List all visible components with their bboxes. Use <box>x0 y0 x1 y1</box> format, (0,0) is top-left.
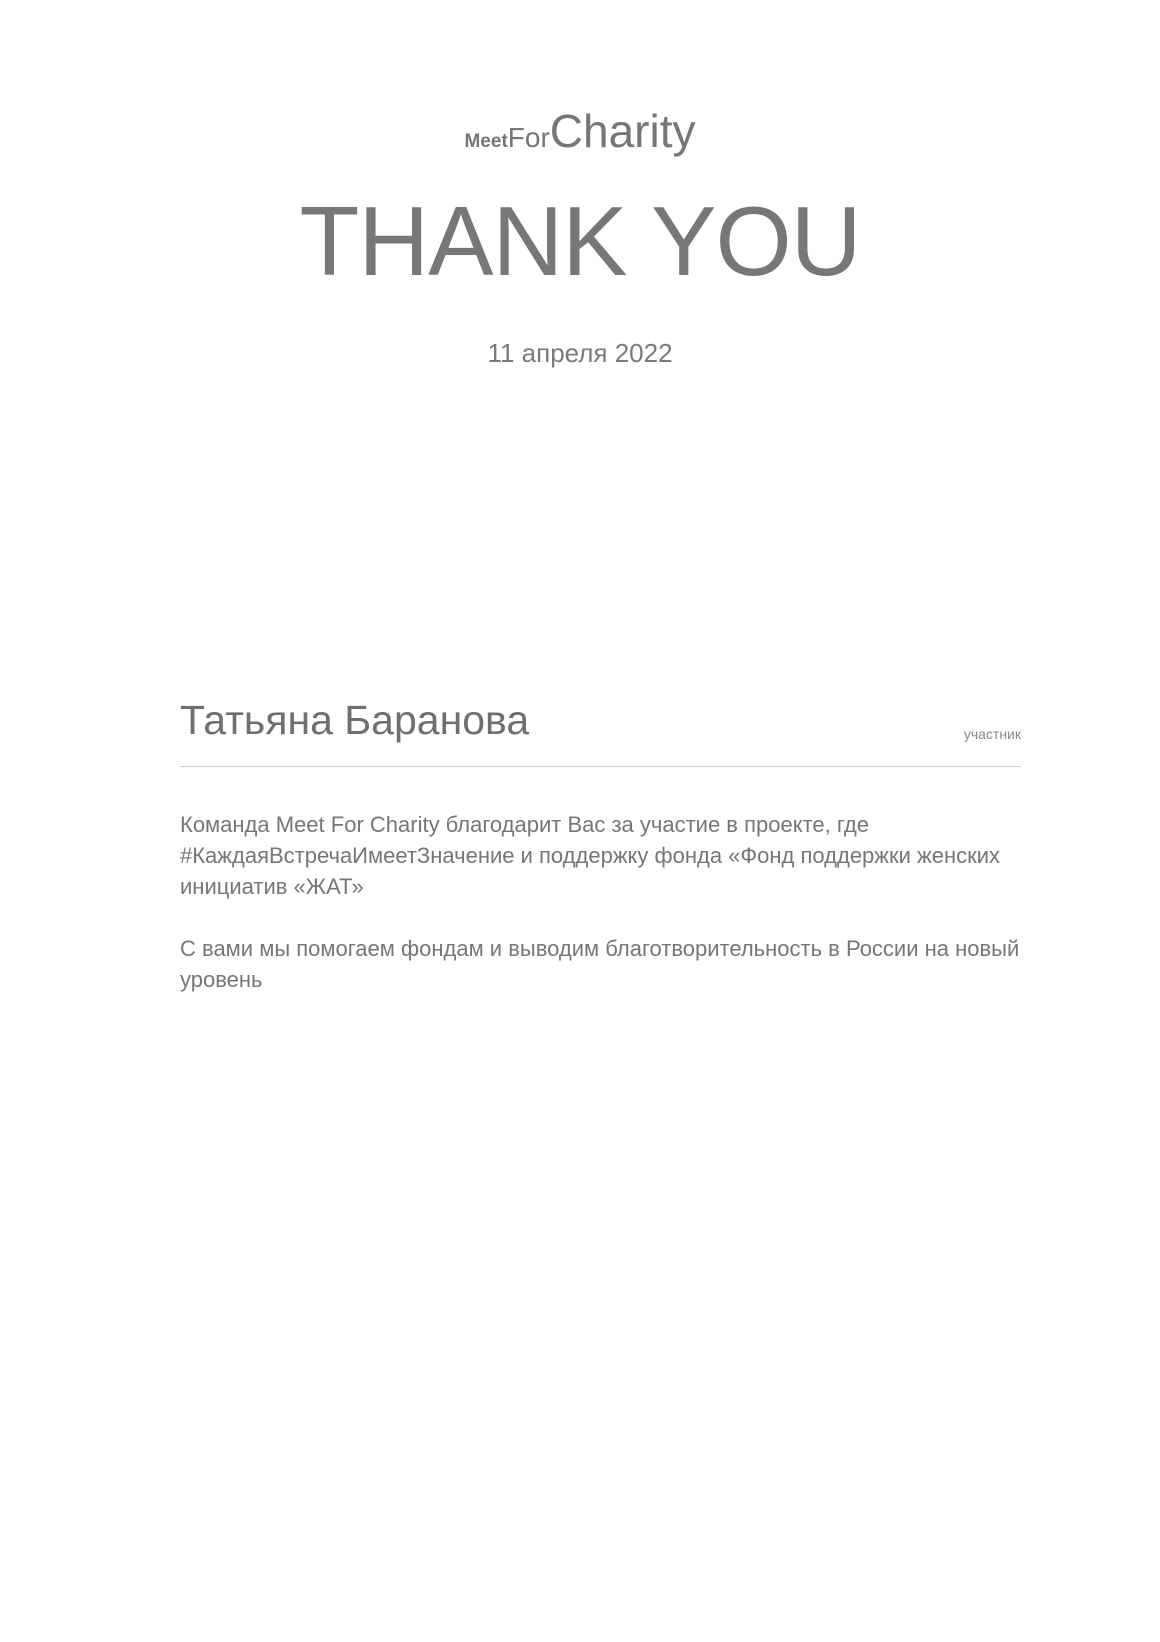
certificate-body <box>180 809 1021 1026</box>
brand-logo <box>0 105 1160 157</box>
body-paragraph-mission: С вами мы помогаем фондам и выводим благотворительность в России на новый уровень <box>180 936 1020 992</box>
recipient-role: участник <box>963 726 1021 742</box>
certificate-date: 11 апреля 2022 <box>487 338 673 368</box>
logo-word-meet: Meet <box>464 131 508 152</box>
recipient-name: Татьяна Баранова <box>180 697 530 743</box>
logo-word-charity: Charity <box>549 105 696 157</box>
certificate-title: THANK YOU <box>299 186 861 296</box>
body-paragraph-thanks: Команда Meet For Charity благодарит Вас за участие в проекте, где #КаждаяВстречаИмеетЗначение и поддержку фонда «Фонд поддержки женских инициатив «ЖАТ» <box>180 812 1001 899</box>
logo-word-for: For <box>507 122 550 153</box>
name-divider <box>180 766 1021 767</box>
